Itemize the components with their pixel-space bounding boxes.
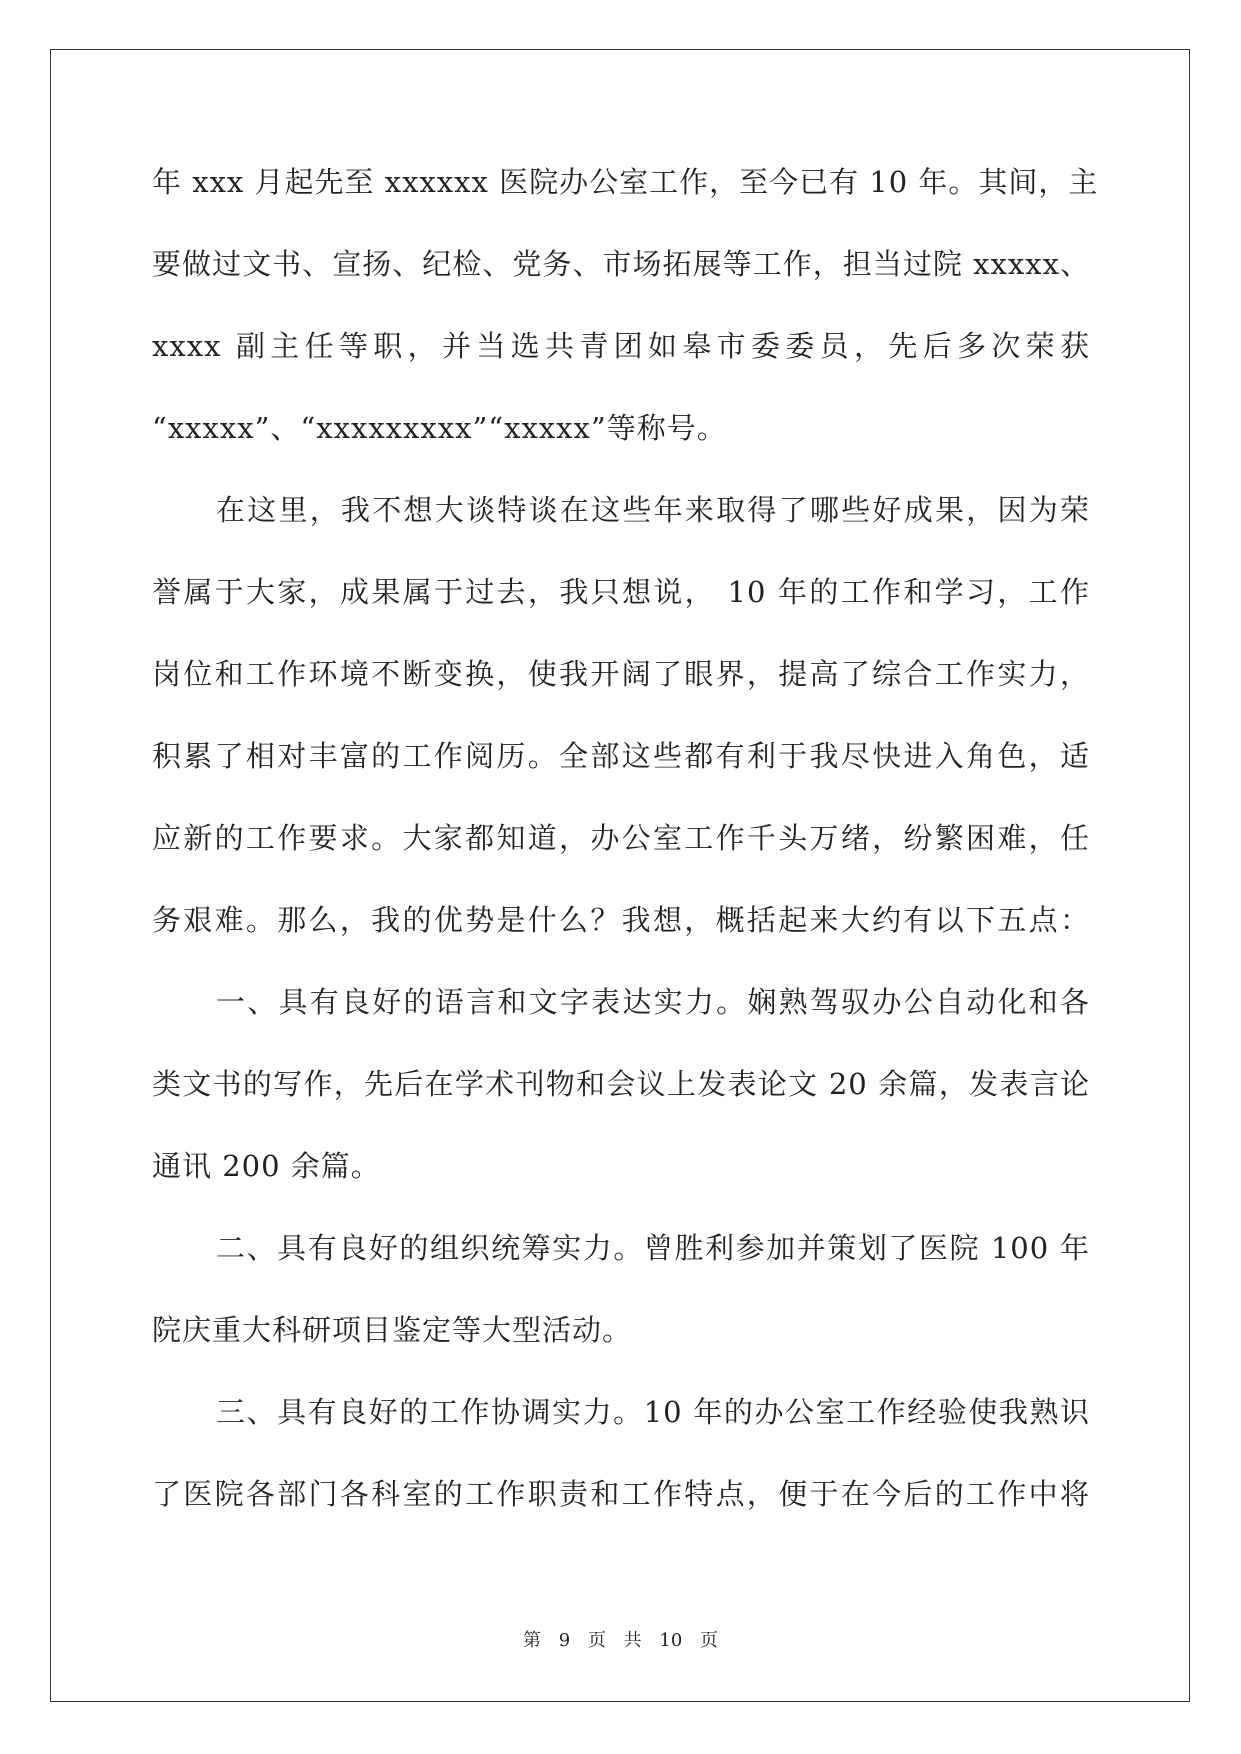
text-line: 岗位和工作环境不断变换，使我开阔了眼界，提高了综合工作实力， (152, 657, 1090, 691)
paragraph-start-line: 三、具有良好的工作协调实力。10 年的办公室工作经验使我熟识 (216, 1395, 1090, 1429)
text-line: xxxx 副主任等职，并当选共青团如皋市委委员，先后多次荣获 (152, 329, 1090, 363)
text-line: 务艰难。那么，我的优势是什么？我想，概括起来大约有以下五点： (152, 903, 1090, 937)
text-line: 了医院各部门各科室的工作职责和工作特点，便于在今后的工作中将 (152, 1477, 1090, 1511)
text-line: 要做过文书、宣扬、纪检、党务、市场拓展等工作，担当过院 xxxxx、 (152, 247, 1090, 281)
document-body (152, 162, 1099, 1556)
paragraph-start-line: 在这里，我不想大谈特谈在这些年来取得了哪些好成果，因为荣 (216, 493, 1090, 527)
text-line: 通讯 200 余篇。 (152, 1149, 381, 1183)
text-line: “xxxxx”、“xxxxxxxxx”“xxxxx”等称号。 (152, 411, 727, 445)
text-line: 院庆重大科研项目鉴定等大型活动。 (152, 1313, 633, 1347)
paragraph-start-line: 二、具有良好的组织统筹实力。曾胜利参加并策划了医院 100 年 (216, 1231, 1090, 1265)
text-line: 应新的工作要求。大家都知道，办公室工作千头万绪，纷繁困难，任 (152, 821, 1090, 855)
page-number: 第 9 页 (523, 1630, 606, 1651)
page-footer (0, 1626, 1241, 1652)
paragraph-start-line: 一、具有良好的语言和文字表达实力。娴熟驾驭办公自动化和各 (216, 985, 1090, 1019)
text-line: 年 xxx 月起先至 xxxxxx 医院办公室工作，至今已有 10 年。其间，主 (152, 165, 1099, 199)
text-line: 类文书的写作，先后在学术刊物和会议上发表论文 20 余篇，发表言论 (152, 1067, 1090, 1101)
text-line: 誉属于大家，成果属于过去，我只想说， 10 年的工作和学习，工作 (152, 575, 1090, 609)
text-line: 积累了相对丰富的工作阅历。全部这些都有利于我尽快进入角色，适 (152, 739, 1090, 773)
page-total: 共 10 页 (623, 1630, 718, 1651)
